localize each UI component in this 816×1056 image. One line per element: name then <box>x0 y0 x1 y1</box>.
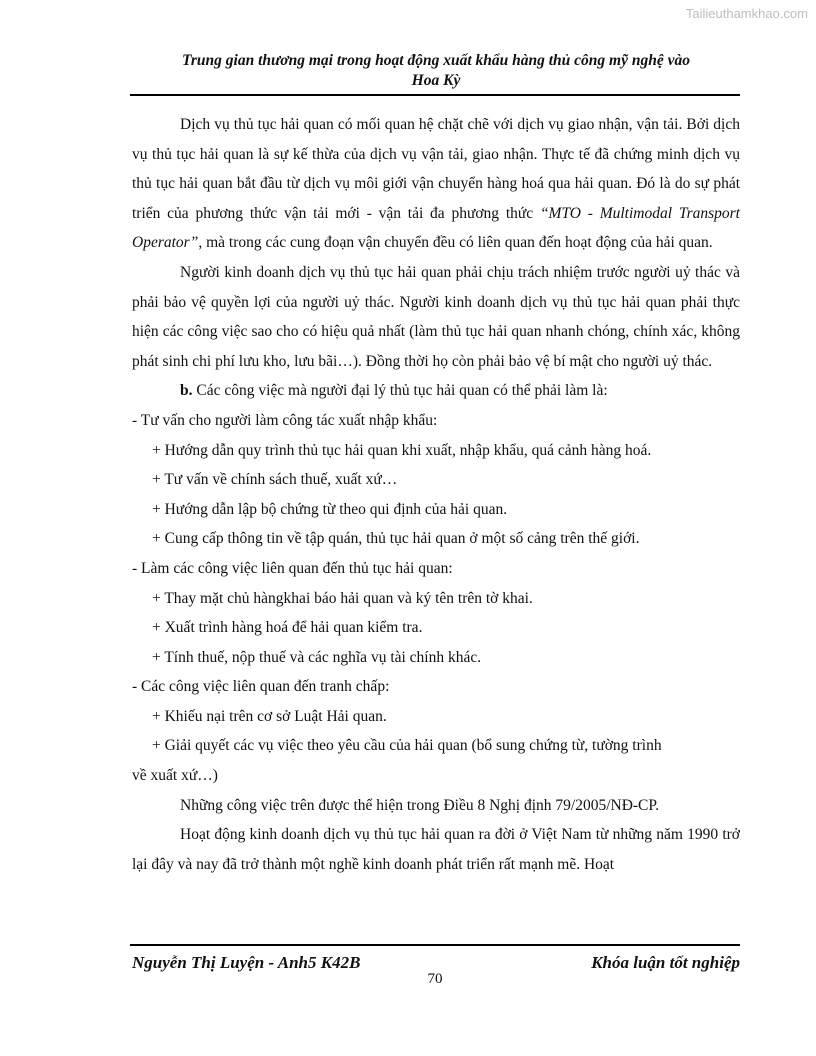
list-item-continuation: về xuất xứ…) <box>132 767 218 785</box>
list-item: + Hướng dẫn quy trình thủ tục hải quan khi xuất, nhập khẩu, quá cảnh hàng hoá. <box>152 441 652 459</box>
header-divider <box>130 94 740 96</box>
footer-author: Nguyễn Thị Luyện - Anh5 K42B <box>132 953 361 972</box>
list-item: + Xuất trình hàng hoá để hải quan kiểm tra. <box>152 619 423 637</box>
list-item: + Tính thuế, nộp thuế và các nghĩa vụ tài chính khác. <box>152 648 482 666</box>
section-label-b: b. <box>180 382 193 400</box>
paragraph-1 <box>132 110 740 258</box>
footer-doc-type: Khóa luận tốt nghiệp <box>591 953 740 972</box>
footer-divider <box>130 944 740 946</box>
page-header <box>133 51 739 91</box>
list-heading-3: - Các công việc liên quan đến tranh chấp: <box>132 678 390 696</box>
paragraph-1-text-b: , mà trong các cung đoạn vận chuyển đều có liên quan đến hoạt động của hải quan. <box>198 234 713 252</box>
list-item: + Tư vấn về chính sách thuế, xuất xứ… <box>152 471 398 489</box>
list-heading-2: - Làm các công việc liên quan đến thủ tục hải quan: <box>132 559 453 577</box>
paragraph-1-italic: “MTO - Multimodal Transport Operator” <box>132 204 740 252</box>
list-item: + Thay mặt chủ hàngkhai báo hải quan và ký tên trên tờ khai. <box>152 589 533 607</box>
header-title-line2: Hoa Kỳ <box>411 72 461 89</box>
paragraph-1-text-a: Dịch vụ thủ tục hải quan có mối quan hệ chặt chẽ với dịch vụ giao nhận, vận tải. Bởi dịch vụ thủ tục hải quan là sự kế thừa của dịch vụ vận tải, giao nhận. Thực tế đã chứng minh dịch vụ thủ tục hải quan bắt đầu từ dịch vụ môi giới vận chuyển hàng hoá qua hải quan. Đó là do sự phát triển của phương thức vận tải mới - vận tải đa phương thức <box>132 116 740 222</box>
list-heading-1: - Tư vấn cho người làm công tác xuất nhập khẩu: <box>132 411 438 429</box>
page-body <box>132 110 740 879</box>
list-item: + Cung cấp thông tin về tập quán, thủ tục hải quan ở một số cảng trên thế giới. <box>152 530 640 548</box>
page-number: 70 <box>427 971 443 987</box>
paragraph-5: Hoạt động kinh doanh dịch vụ thủ tục hải quan ra đời ở Việt Nam từ những năm 1990 trở lại đây và nay đã trở thành một nghề kinh doanh phát triển rất mạnh mẽ. Hoạt <box>132 826 740 873</box>
list-item: + Hướng dẫn lập bộ chứng từ theo qui định của hải quan. <box>152 500 508 518</box>
list-item: + Giải quyết các vụ việc theo yêu cầu của hải quan (bổ sung chứng từ, tường trình <box>152 737 662 755</box>
paragraph-3-text: Các công việc mà người đại lý thủ tục hải quan có thể phải làm là: <box>192 382 608 400</box>
list-item: + Khiếu nại trên cơ sở Luật Hải quan. <box>152 707 387 725</box>
paragraph-4: Những công việc trên được thể hiện trong Điều 8 Nghị định 79/2005/NĐ-CP. <box>180 796 660 814</box>
paragraph-3 <box>132 376 740 406</box>
header-title-line1: Trung gian thương mại trong hoạt động xuất khẩu hàng thủ công mỹ nghệ vào <box>181 52 690 69</box>
paragraph-2: Người kinh doanh dịch vụ thủ tục hải quan phải chịu trách nhiệm trước người uỷ thác và phải bảo vệ quyền lợi của người uỷ thác. Người kinh doanh dịch vụ thủ tục hải quan phải thực hiện các công việc sao cho có hiệu quả nhất (làm thủ tục hải quan nhanh chóng, chính xác, không phát sinh chi phí lưu kho, lưu bãi…). Đồng thời họ còn phải bảo vệ bí mật cho người uỷ thác. <box>132 263 740 370</box>
watermark: Tailieuthamkhao.com <box>685 6 808 21</box>
